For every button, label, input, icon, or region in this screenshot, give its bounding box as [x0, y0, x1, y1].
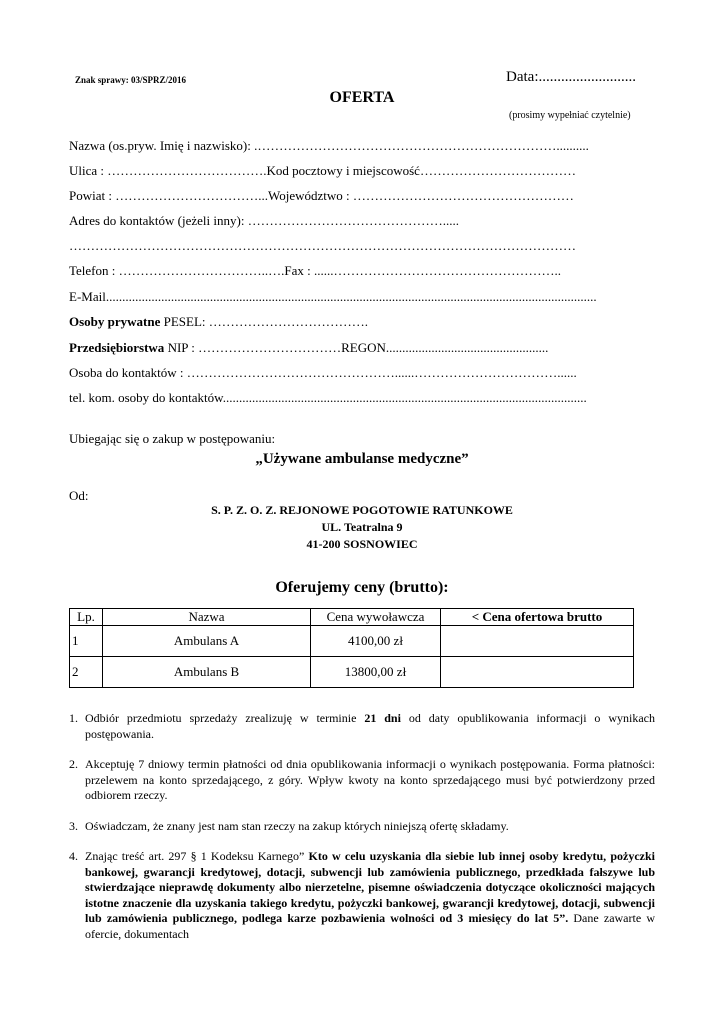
row-lp: 1: [70, 626, 103, 657]
from-label: Od:: [69, 488, 89, 503]
item-text: Akceptuję 7 dniowy termin płatności od dnia opublikowania informacji o wynikach postępowania. Forma płatności: przelewem na konto sprzedającego, z góry. Wpływ kwoty na konto sprzedającego musi być potwierdzony przed odbiorem rzeczy.: [85, 757, 655, 802]
pesel-field[interactable]: [69, 314, 368, 330]
date-field[interactable]: Data:..........................: [506, 69, 636, 85]
item-number: 2.: [69, 757, 78, 771]
contact-address-field[interactable]: Adres do kontaktów (jeżeli inny): ……………………………………….....: [69, 213, 459, 228]
item-number: 3.: [69, 818, 78, 833]
companies-label: Przedsiębiorstwa: [69, 340, 165, 355]
item-text: Oświadczam, że znany jest nam stan rzeczy na zakup których niniejszą ofertę składamy.: [85, 818, 509, 833]
offer-price-input[interactable]: [441, 626, 634, 657]
col-name: Nazwa: [103, 609, 311, 626]
seller-city: 41-200 SOSNOWIEC: [306, 537, 418, 551]
col-offer-price: < Cena ofertowa brutto: [441, 609, 634, 626]
offer-heading: Oferujemy ceny (brutto):: [275, 579, 449, 596]
contact-phone-field[interactable]: tel. kom. osoby do kontaktów................................................................................................................: [69, 390, 587, 405]
nip-regon-field[interactable]: [69, 340, 548, 356]
row-name: Ambulans A: [103, 626, 311, 657]
list-item: [69, 849, 655, 942]
procedure-subject: „Używane ambulanse medyczne”: [255, 451, 469, 467]
county-voivodeship-field[interactable]: Powiat : ……………………………...Województwo : ……………………………………………: [69, 188, 574, 203]
list-item: [69, 711, 655, 742]
name-field[interactable]: Nazwa (os.pryw. Imię i nazwisko): .……………………………………………………………..........: [69, 138, 589, 153]
pesel-line: PESEL: ……………………………….: [160, 314, 369, 329]
item-bold-text: Kto w celu uzyskania dla siebie lub innej osoby kredytu, pożyczki bankowej, gwarancji kredytowej, dotacji, subwencji lub zamówienia publicznego, przedkłada fałszywe lub stwierdzające nieprawdę dokumenty albo nierzetelne, pisemne oświadczenia dotyczące okoliczności mających istotne znaczenie dla uzyskania takiego kredytu, pożyczki bankowej, gwarancji kredytowej, dotacji, subwencji lub zamówienia publicznego, podlega karze pozbawienia wolności od 3 miesięcy do lat 5”.: [85, 849, 655, 925]
list-item: [69, 819, 655, 835]
table-row: [70, 657, 634, 688]
item-text: Odbiór przedmiotu sprzedaży zrealizuję w terminie: [85, 711, 365, 725]
row-price: 13800,00 zł: [311, 657, 441, 688]
contact-address-continuation[interactable]: ………………………………………………………………………………………………………: [69, 238, 576, 253]
item-text-end: od daty opublikowania informacji o wynikach postępowania.: [85, 711, 655, 741]
case-number: Znak sprawy: 03/SPRZ/2016: [75, 75, 187, 85]
street-postal-field[interactable]: Ulica : ……………………………….Kod pocztowy i miejscowość………………………………: [69, 163, 576, 178]
item-number: 1.: [69, 711, 78, 725]
row-price: 4100,00 zł: [311, 626, 441, 657]
row-lp: 2: [70, 657, 103, 688]
row-name: Ambulans B: [103, 657, 311, 688]
table-header-row: [70, 609, 634, 626]
seller-name: S. P. Z. O. Z. REJONOWE POGOTOWIE RATUNKOWE: [211, 503, 513, 517]
seller-street: UL. Teatralna 9: [321, 520, 403, 534]
item-bold-text: 21 dni: [364, 711, 401, 725]
table-row: [70, 626, 634, 657]
item-text-end: Dane zawarte w ofercie, dokumentach: [85, 911, 655, 941]
list-item: [69, 757, 655, 804]
col-lp: Lp.: [70, 609, 103, 626]
procedure-intro: Ubiegając się o zakup w postępowaniu:: [69, 431, 276, 446]
offer-table: [69, 608, 634, 688]
nip-regon-line: NIP : ……………………………REGON..................................................: [164, 340, 549, 355]
phone-fax-field[interactable]: Telefon : ……………………………..….Fax : ......……………………………………………..: [69, 263, 561, 278]
offer-price-input[interactable]: [441, 657, 634, 688]
private-persons-label: Osoby prywatne: [69, 314, 161, 329]
terms-list: [69, 711, 655, 957]
contact-person-field[interactable]: Osoba do kontaktów : …………………………………………......……………………………......: [69, 365, 577, 380]
email-field[interactable]: E-Mail.......................................................................................................................................................: [69, 289, 597, 304]
item-text: Znając treść art. 297 § 1 Kodeksu Karnego”: [85, 849, 309, 863]
item-number: 4.: [69, 849, 78, 863]
fill-hint: (prosimy wypełniać czytelnie): [509, 110, 631, 121]
page-title: OFERTA: [329, 89, 395, 106]
col-starting-price: Cena wywoławcza: [311, 609, 441, 626]
